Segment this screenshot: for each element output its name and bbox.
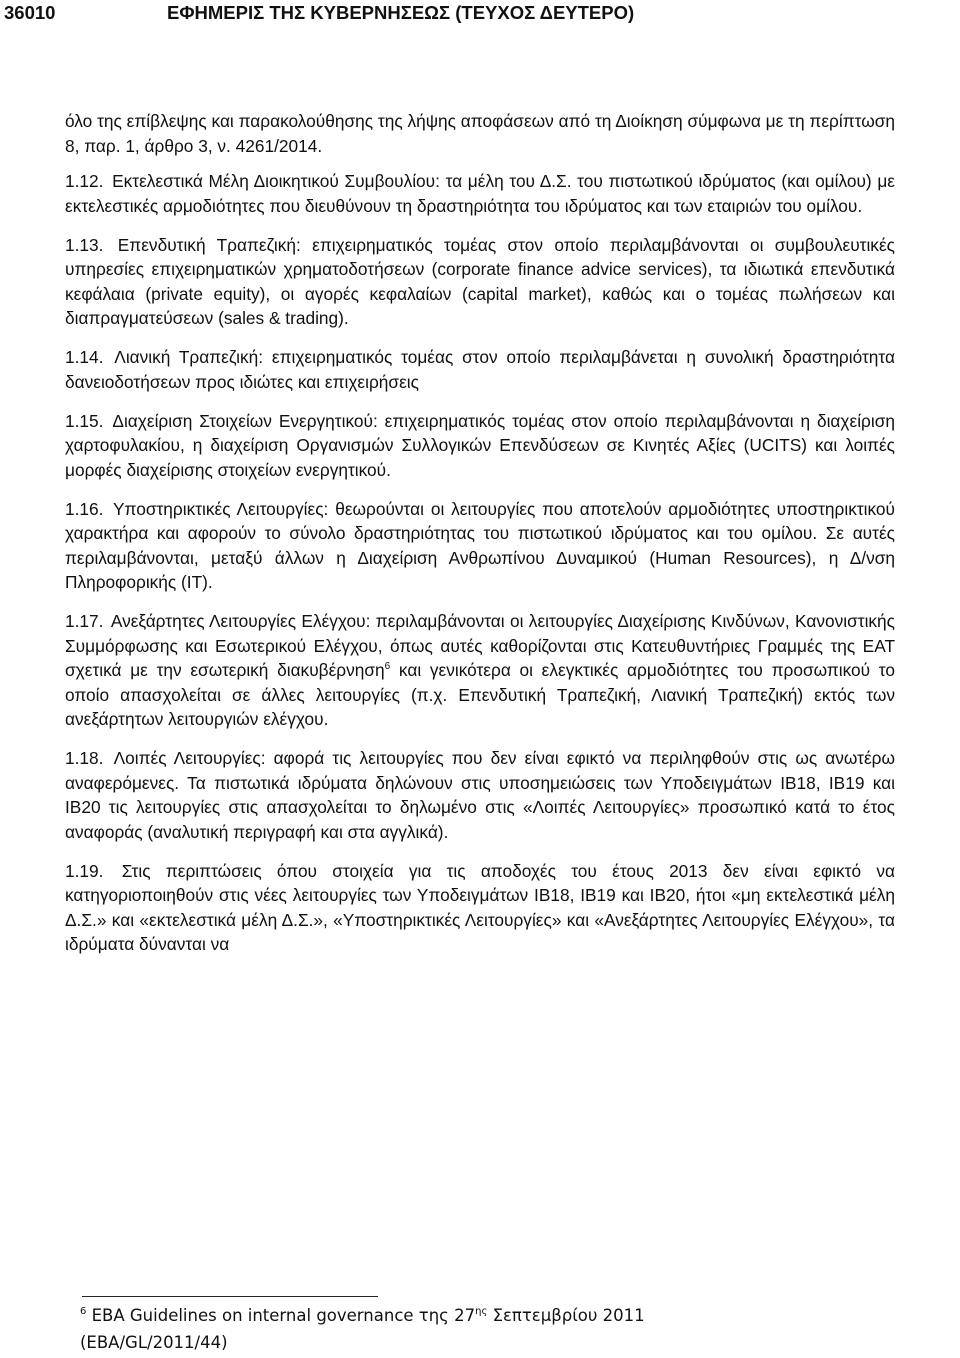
paragraph-text: όλο της επίβλεψης και παρακολούθησης της λήψης αποφάσεων από τη Διοίκηση σύμφωνα με τη περίπτωση 8, παρ. 1, άρθρο 3, ν. 4261/2014. (65, 111, 895, 156)
paragraph-text: Υποστηρικτικές Λειτουργίες: θεωρούνται οι λειτουργίες που αποτελούν αρμοδιότητες υποστηρικτικού χαρακτήρα και αφορούν το σύνολο δραστηριότητας του πιστωτικού ιδρύματος και του ομίλου. Σε αυτές περιλαμβάνονται, μεταξύ άλλων η Διαχείριση Ανθρωπίνου Δυναμικού (Human Resources), η Δ/νση Πληροφορικής (IT). (65, 498, 895, 592)
paragraph-continuation (65, 109, 895, 158)
page-header (4, 2, 952, 32)
paragraph-number: 1.17. (65, 611, 104, 631)
page-number: 36010 (4, 2, 56, 23)
footnote-divider (82, 1296, 378, 1297)
footnote-marker: 6 (80, 1306, 87, 1317)
footnote-line-1 (80, 1302, 880, 1329)
paragraph-1-17 (65, 609, 895, 732)
paragraph-number: 1.14. (65, 347, 104, 367)
paragraph-1-12 (65, 169, 895, 218)
paragraph-text: Διαχείριση Στοιχείων Ενεργητικού: επιχειρηματικός τομέας στον οποίο περιλαμβάνονται η διαχείριση χαρτοφυλακίου, η διαχείριση Οργανισμών Συλλογικών Επενδύσεων σε Κινητές Αξίες (UCITS) και λοιπές μορφές διαχείρισης στοιχείων ενεργητικού. (65, 410, 895, 480)
paragraph-number: 1.15. (65, 410, 104, 431)
paragraph-1-19 (65, 859, 895, 957)
paragraph-text-continued: και γενικότερα οι ελεγκτικές αρμοδιότητες του προσωπικού το οποίο απασχολείται σε άλλες λειτουργίες (π.χ. Επενδυτική Τραπεζική, Λιανική Τραπεζική) εκτός των ανεξάρτητων λειτουργιών ελέγχου. (65, 660, 895, 729)
paragraph-1-15 (65, 409, 895, 483)
paragraph-text: Λοιπές Λειτουργίες: αφορά τις λειτουργίες που δεν είναι εφικτό να περιληφθούν στις ως ανωτέρω αναφερόμενες. Τα πιστωτικά ιδρύματα δηλώνουν στις υποσημειώσεις των Υποδειγμάτων IB18, IB19 και IB20 τις λειτουργίες στις απασχολείται το δηλωμένο στις «Λοιπές Λειτουργίες» προσωπικό κατά το έτος αναφοράς (αναλυτική περιγραφή και στα αγγλικά). (65, 748, 895, 842)
footnote-line-2: (EBA/GL/2011/44) (80, 1333, 228, 1352)
footnote-ordinal-suffix: ης (475, 1306, 488, 1317)
paragraph-text: Εκτελεστικά Μέλη Διοικητικού Συμβουλίου: τα μέλη του Δ.Σ. του πιστωτικού ιδρύματος (και ομίλου) με εκτελεστικές αρμοδιότητες που διευθύνουν τη δραστηριότητα του ιδρύματος και των εταιριών του ομίλου. (65, 171, 895, 216)
footnote-text: EBA Guidelines on internal governance της 27 (86, 1306, 476, 1325)
paragraph-1-13 (65, 233, 895, 331)
footnote-reference: 6 (384, 661, 391, 672)
footnote-date: Σεπτεμβρίου 2011 (487, 1306, 645, 1325)
paragraph-number: 1.19. (65, 860, 104, 881)
paragraph-1-14 (65, 345, 895, 394)
paragraph-number: 1.12. (65, 171, 104, 191)
footnote (80, 1302, 880, 1356)
paragraph-number: 1.18. (65, 748, 104, 768)
document-body (65, 109, 895, 971)
paragraph-1-18 (65, 746, 895, 844)
paragraph-number: 1.13. (65, 234, 104, 255)
paragraph-text: Λιανική Τραπεζική: επιχειρηματικός τομέας στον οποίο περιλαμβάνεται η συνολική δραστηριότητα δανειοδοτήσεων προς ιδιώτες και επιχειρήσεις (65, 347, 895, 392)
paragraph-text: Στις περιπτώσεις όπου στοιχεία για τις αποδοχές του έτους 2013 δεν είναι εφικτό να κατηγοριοποιηθούν στις νέες λειτουργίες των Υποδειγμάτων IB18, IB19 και IB20, ήτοι «μη εκτελεστικά μέλη Δ.Σ.» και «εκτελεστικά μέλη Δ.Σ.», «Υποστηρικτικές Λειτουργίες» και «Ανεξάρτητες Λειτουργίες Ελέγχου», τα ιδρύματα δύνανται να (65, 860, 895, 954)
paragraph-1-16 (65, 497, 895, 595)
paragraph-text: Επενδυτική Τραπεζική: επιχειρηματικός τομέας στον οποίο περιλαμβάνονται οι συμβουλευτικές υπηρεσίες επιχειρηματικών χρηματοδοτήσεων (corporate finance advice services), τα ιδιωτικά επενδυτικά κεφάλαια (private equity), οι αγορές κεφαλαίων (capital market), καθώς και ο τομέας πωλήσεων και διαπραγματεύσεων (sales & trading). (65, 234, 895, 328)
paragraph-number: 1.16. (65, 498, 104, 519)
gazette-title: ΕΦΗΜΕΡΙΣ ΤΗΣ ΚΥΒΕΡΝΗΣΕΩΣ (ΤΕΥΧΟΣ ΔΕΥΤΕΡΟ) (167, 2, 635, 23)
paragraph-text: Ανεξάρτητες Λειτουργίες Ελέγχου: περιλαμβάνονται οι λειτουργίες Διαχείρισης Κινδύνων, Κανονιστικής Συμμόρφωσης και Εσωτερικού Ελέγχου, όπως αυτές καθορίζονται στις Κατευθυντήριες Γραμμές της ΕΑΤ σχετικά με την εσωτερική διακυβέρνηση (65, 611, 895, 680)
